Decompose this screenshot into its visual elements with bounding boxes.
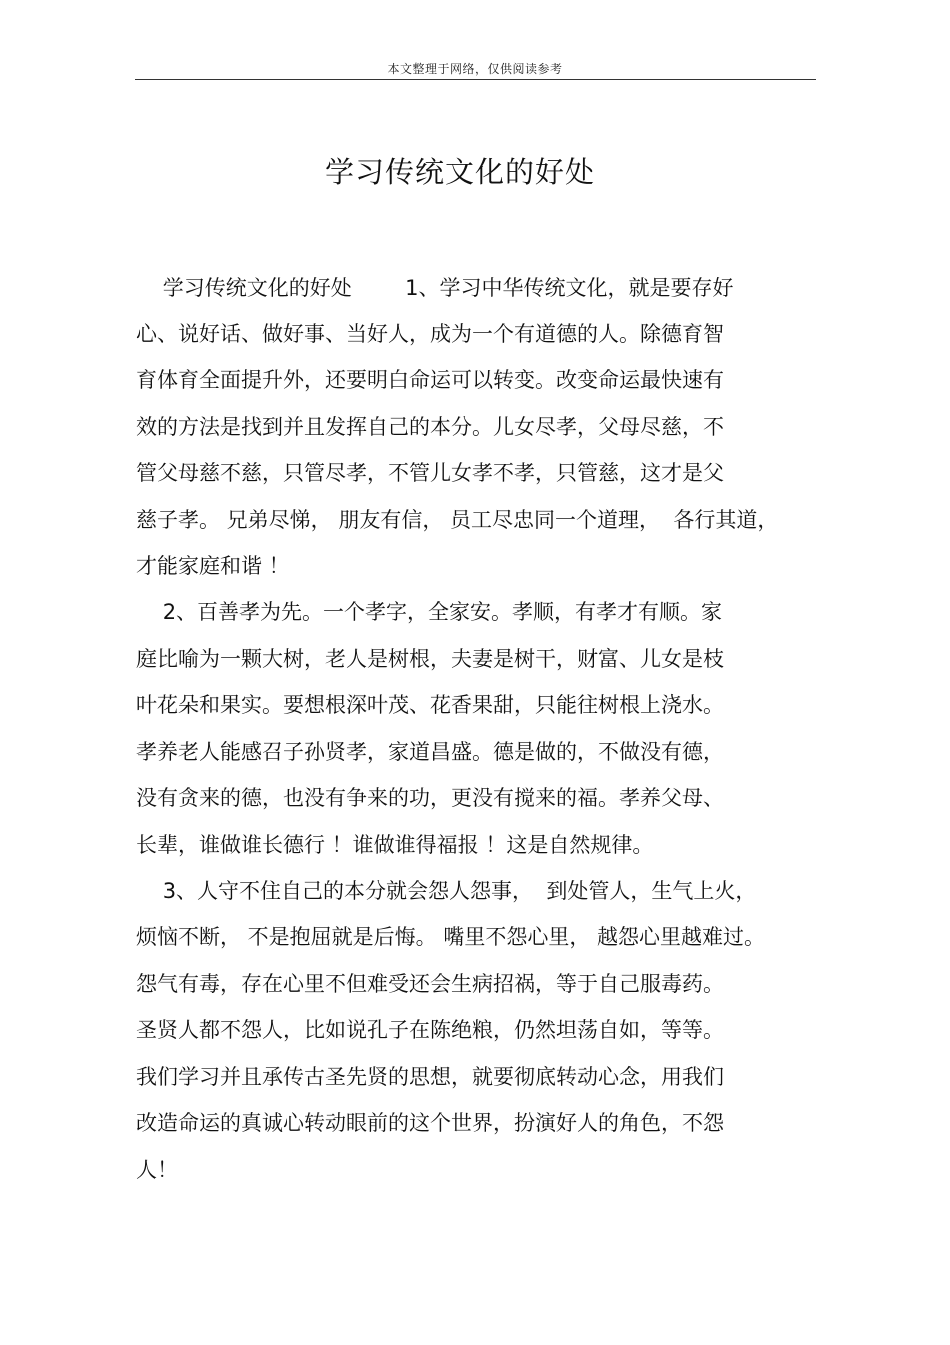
body-line: 慈子孝。 兄弟尽悌， 朋友有信， 员工尽忠同一个道理， 各行其道，	[136, 508, 779, 532]
body-line: 怨气有毒，存在心里不但难受还会生病招祸，等于自己服毒药。	[136, 972, 724, 996]
header-note: 本文整理于网络，仅供阅读参考	[387, 62, 563, 76]
body-line: 人！	[136, 1158, 178, 1182]
body-line: 圣贤人都不怨人，比如说孔子在陈绝粮，仍然坦荡自如，等等。	[136, 1018, 724, 1042]
body-line: 长辈，谁做谁长德行 ！谁做谁得福报 ！这是自然规律。	[136, 833, 654, 857]
body-line: 改造命运的真诚心转动眼前的这个世界，扮演好人的角色，不怨	[136, 1111, 724, 1135]
body-line: 庭比喻为一颗大树，老人是树根，夫妻是树干，财富、儿女是枝	[136, 647, 724, 671]
document-title: 学习传统文化的好处	[324, 155, 595, 189]
body-line: 我们学习并且承传古圣先贤的思想，就要彻底转动心念，用我们	[136, 1065, 724, 1089]
body-line: 叶花朵和果实。要想根深叶茂、花香果甜，只能往树根上浇水。	[136, 693, 724, 717]
body-line: 效的方法是找到并且发挥自己的本分。儿女尽孝，父母尽慈，不	[136, 415, 724, 439]
body-line: 心、说好话、做好事、当好人，成为一个有道德的人。除德育智	[136, 322, 724, 346]
body-line: 学习传统文化的好处 1、学习中华传统文化，就是要存好	[136, 276, 734, 300]
body-line: 孝养老人能感召子孙贤孝，家道昌盛。德是做的，不做没有德，	[136, 740, 724, 764]
body-line: 3、人守不住自己的本分就会怨人怨事， 到处管人，生气上火，	[136, 879, 757, 903]
body-line: 育体育全面提升外，还要明白命运可以转变。改变命运最快速有	[136, 368, 724, 392]
body-line: 烦恼不断， 不是抱屈就是后悔。 嘴里不怨心里， 越怨心里越难过。	[136, 925, 766, 949]
body-line: 没有贪来的德，也没有争来的功，更没有搅来的福。孝养父母、	[136, 786, 724, 810]
header-divider	[135, 79, 816, 80]
body-line: 才能家庭和谐 ！	[136, 554, 290, 578]
body-line: 2、百善孝为先。一个孝字，全家安。孝顺，有孝才有顺。家	[136, 600, 723, 624]
body-line: 管父母慈不慈，只管尽孝，不管儿女孝不孝，只管慈，这才是父	[136, 461, 724, 485]
